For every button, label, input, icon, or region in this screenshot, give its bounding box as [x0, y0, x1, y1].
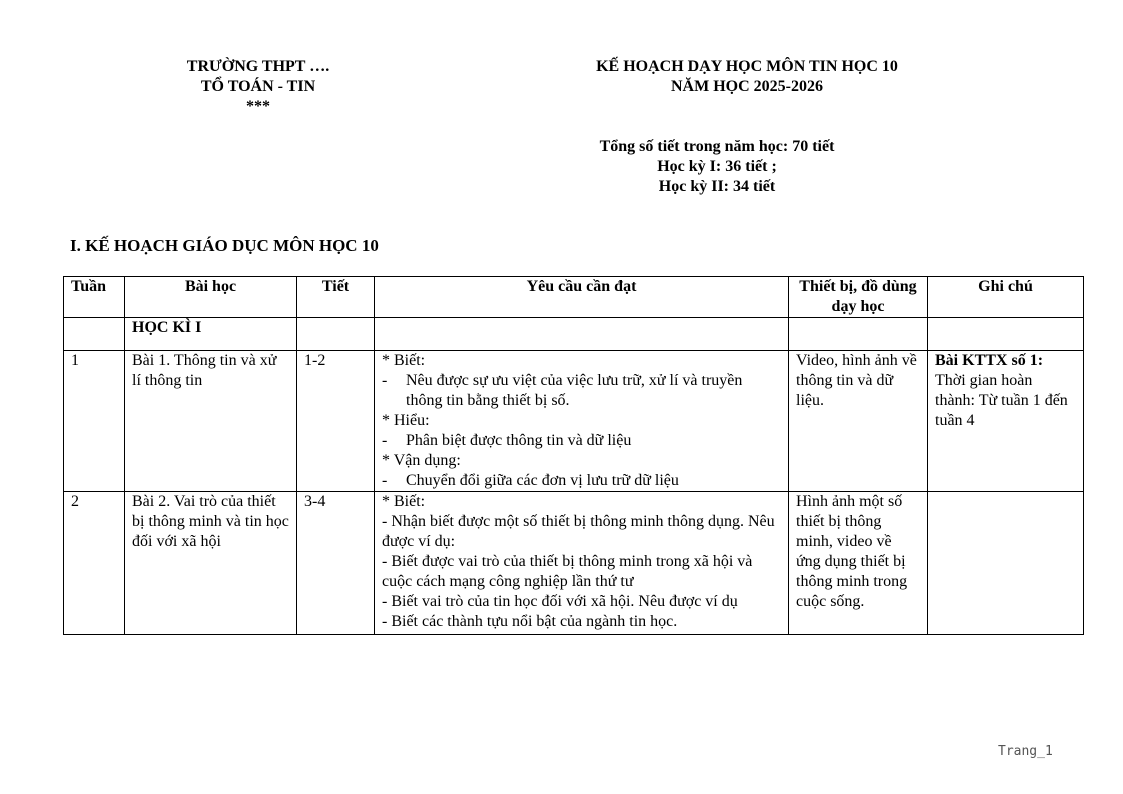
req-know-label: * Biết:: [382, 352, 426, 369]
semester-empty-cell: [297, 318, 375, 351]
requirements-cell: [375, 351, 789, 492]
page-number: Trang_1: [998, 744, 1053, 759]
lesson-plan-table: [63, 276, 1084, 635]
plan-header: [520, 57, 974, 97]
table-header-row: [64, 277, 1084, 318]
req-item: [382, 371, 781, 411]
header-period: Tiết: [297, 277, 375, 318]
req-apply-text: Chuyển đổi giữa các đơn vị lưu trữ dữ liệu: [406, 472, 679, 489]
assessment-label: Bài KTTX số 1:: [935, 352, 1044, 369]
req-line: - Biết vai trò của tin học đối với xã hội. Nêu được ví dụ: [382, 593, 738, 610]
req-dash: -: [382, 372, 388, 389]
header-notes: Ghi chú: [928, 277, 1084, 318]
assessment-note: Thời gian hoàn thành: Từ tuần 1 đến tuần 4: [935, 372, 1068, 429]
period-cell: 1-2: [297, 351, 375, 492]
table-row: [64, 492, 1084, 635]
req-line: - Biết các thành tựu nổi bật của ngành tin học.: [382, 613, 678, 630]
header-lesson: Bài học: [125, 277, 297, 318]
semester-row: [64, 318, 1084, 351]
school-header: [140, 57, 376, 117]
equipment-cell: Video, hình ảnh về thông tin và dữ liệu.: [789, 351, 928, 492]
req-understand-text: Phân biệt được thông tin và dữ liệu: [406, 432, 632, 449]
semester-2-periods: Học kỳ II: 34 tiết: [658, 178, 776, 195]
plan-title: KẾ HOẠCH DẠY HỌC MÔN TIN HỌC 10: [596, 58, 898, 75]
semester-1-periods: Học kỳ I: 36 tiết ;: [657, 158, 777, 175]
req-item: [382, 471, 781, 491]
semester-empty-cell: [789, 318, 928, 351]
period-cell: 3-4: [297, 492, 375, 635]
req-item: [382, 431, 781, 451]
table-row: [64, 351, 1084, 492]
req-know-text: Nêu được sự ưu việt của việc lưu trữ, xử lí và truyền thông tin bằng thiết bị số.: [406, 372, 743, 409]
requirements-cell: [375, 492, 789, 635]
req-dash: -: [382, 472, 388, 489]
lesson-cell: Bài 2. Vai trò của thiết bị thông minh và tin học đối với xã hội: [125, 492, 297, 635]
notes-cell: [928, 492, 1084, 635]
week-cell: 2: [64, 492, 125, 635]
semester-empty-cell: [928, 318, 1084, 351]
school-year: NĂM HỌC 2025-2026: [671, 78, 823, 95]
semester-empty-cell: [375, 318, 789, 351]
period-totals: [560, 137, 874, 197]
header-stars: ***: [246, 98, 270, 115]
equipment-cell: Hình ảnh một số thiết bị thông minh, video về ứng dụng thiết bị thông minh trong cuộc sống.: [789, 492, 928, 635]
req-line: - Biết được vai trò của thiết bị thông minh trong xã hội và cuộc cách mạng công nghiệp lần thứ tư: [382, 553, 753, 590]
notes-cell: [928, 351, 1084, 492]
week-cell: 1: [64, 351, 125, 492]
school-name: TRƯỜNG THPT ….: [186, 58, 330, 75]
semester-empty-cell: [64, 318, 125, 351]
department-name: TỔ TOÁN - TIN: [200, 78, 316, 95]
req-know-label: * Biết:: [382, 493, 426, 510]
req-apply-label: * Vận dụng:: [382, 452, 461, 469]
total-periods: Tổng số tiết trong năm học: 70 tiết: [599, 138, 835, 155]
semester-label: HỌC KÌ I: [125, 318, 297, 351]
req-understand-label: * Hiểu:: [382, 412, 430, 429]
header-week: Tuần: [64, 277, 125, 318]
header-requirements: Yêu cầu cần đạt: [375, 277, 789, 318]
header-equipment: Thiết bị, đồ dùng dạy học: [789, 277, 928, 318]
lesson-cell: Bài 1. Thông tin và xử lí thông tin: [125, 351, 297, 492]
req-dash: -: [382, 432, 388, 449]
req-line: - Nhận biết được một số thiết bị thông minh thông dụng. Nêu được ví dụ:: [382, 513, 775, 550]
section-title: I. KẾ HOẠCH GIÁO DỤC MÔN HỌC 10: [70, 236, 379, 255]
